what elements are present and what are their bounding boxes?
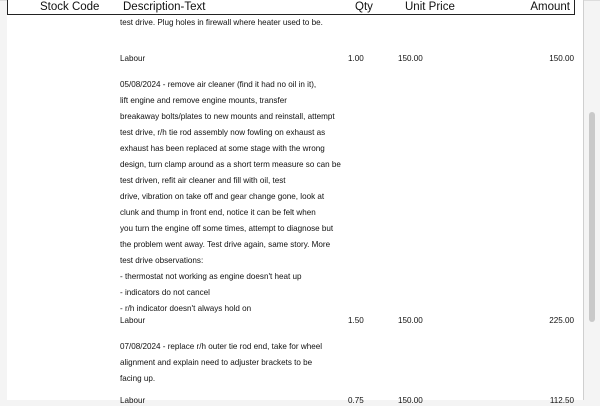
- labour-amount: 112.50: [549, 396, 574, 405]
- labour-qty: 0.75: [348, 396, 364, 405]
- labour-label: Labour: [120, 54, 146, 63]
- description-line: lift engine and remove engine mounts, transfer: [120, 96, 287, 105]
- header-qty: Qty: [355, 1, 373, 13]
- description-line: - indicators do not cancel: [120, 288, 210, 297]
- description-line: 07/08/2024 - replace r/h outer tie rod end, take for wheel: [120, 342, 323, 351]
- description-line: test drive. Plug holes in firewall where heater used to be.: [120, 18, 323, 27]
- labour-label: Labour: [120, 396, 146, 405]
- labour-amount: 225.00: [549, 316, 574, 325]
- description-line: you turn the engine off some times, attempt to diagnose but: [120, 224, 334, 233]
- description-line: - thermostat not working as engine doesn't heat up: [120, 272, 302, 281]
- header-amount: Amount: [530, 1, 570, 13]
- description-line: test drive observations:: [120, 256, 204, 265]
- labour-unit-price: 150.00: [398, 316, 423, 325]
- description-line: - r/h indicator doesn't always hold on: [120, 304, 252, 313]
- description-line: facing up.: [120, 374, 156, 383]
- description-line: design, turn clamp around as a short term measure so can be: [120, 160, 341, 169]
- header-stock-code: Stock Code: [40, 1, 100, 13]
- description-line: 05/08/2024 - remove air cleaner (find it had no oil in it),: [120, 80, 317, 89]
- labour-unit-price: 150.00: [398, 54, 423, 63]
- vertical-scrollbar[interactable]: [589, 112, 595, 322]
- description-line: clunk and thump in front end, notice it can be felt when: [120, 208, 316, 217]
- header-unit-price: Unit Price: [405, 1, 455, 13]
- description-line: breakaway bolts/plates to new mounts and reinstall, attempt: [120, 112, 335, 121]
- description-line: the problem went away. Test drive again, same story. More: [120, 240, 331, 249]
- labour-qty: 1.00: [348, 54, 364, 63]
- invoice-page: [7, 0, 584, 405]
- labour-amount: 150.00: [549, 54, 574, 63]
- description-line: exhaust has been replaced at some stage with the wrong: [120, 144, 325, 153]
- description-line: drive, vibration on take off and gear change gone, look at: [120, 192, 325, 201]
- labour-unit-price: 150.00: [398, 396, 423, 405]
- labour-qty: 1.50: [348, 316, 364, 325]
- header-description: Description-Text: [123, 1, 206, 13]
- description-line: test drive, r/h tie rod assembly now fowling on exhaust as: [120, 128, 326, 137]
- description-line: alignment and explain need to adjuster brackets to be: [120, 358, 313, 367]
- description-line: test driven, refit air cleaner and fill with oil, test: [120, 176, 286, 185]
- labour-label: Labour: [120, 316, 146, 325]
- table-header: [7, 0, 575, 15]
